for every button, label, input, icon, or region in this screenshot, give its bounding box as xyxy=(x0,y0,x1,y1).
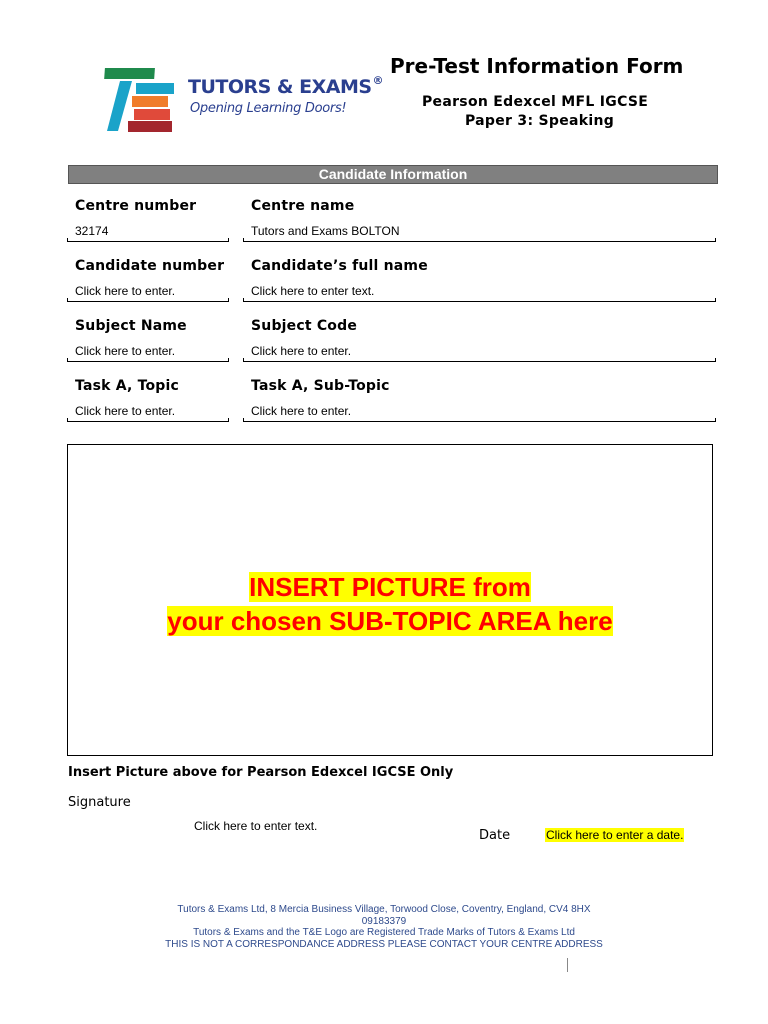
page-title: Pre-Test Information Form xyxy=(390,54,684,78)
footer-address: Tutors & Exams Ltd, 8 Mercia Business Village, Torwood Close, Coventry, England, CV4 8HX xyxy=(177,904,591,915)
subject-code-label: Subject Code xyxy=(251,318,358,334)
task-a-subtopic-label: Task A, Sub-Topic xyxy=(251,378,390,394)
text-cursor xyxy=(567,958,568,972)
centre-number-label: Centre number xyxy=(75,198,197,214)
candidate-information-header: Candidate Information xyxy=(68,165,718,184)
candidate-full-name-label: Candidate’s full name xyxy=(251,258,428,274)
signature-field[interactable]: Click here to enter text. xyxy=(194,819,318,833)
logo-brand-text: TUTORS & EXAMS® xyxy=(188,74,384,98)
exam-board-subtitle: Pearson Edexcel MFL IGCSE xyxy=(422,94,649,110)
footer-trademark: Tutors & Exams and the T&E Logo are Registered Trade Marks of Tutors & Exams Ltd xyxy=(193,927,575,938)
task-a-topic-underline xyxy=(67,418,229,422)
candidate-number-underline xyxy=(67,298,229,302)
task-a-topic-field[interactable]: Click here to enter. xyxy=(75,404,176,418)
date-label: Date xyxy=(479,828,511,843)
signature-label: Signature xyxy=(68,795,131,810)
insert-picture-line2: your chosen SUB-TOPIC AREA here xyxy=(167,606,613,636)
footer-company-number: 09183379 xyxy=(361,915,407,927)
candidate-number-field[interactable]: Click here to enter. xyxy=(75,284,176,298)
centre-name-underline xyxy=(243,238,716,242)
insert-picture-instruction xyxy=(67,570,713,638)
subject-name-underline xyxy=(67,358,229,362)
footer xyxy=(100,904,668,950)
candidate-full-name-underline xyxy=(243,298,716,302)
subject-name-field[interactable]: Click here to enter. xyxy=(75,344,176,358)
logo-tagline: Opening Learning Doors! xyxy=(190,101,347,116)
candidate-full-name-field[interactable]: Click here to enter text. xyxy=(251,284,375,298)
insert-picture-line1: INSERT PICTURE from xyxy=(249,572,531,602)
subject-code-underline xyxy=(243,358,716,362)
centre-name-label: Centre name xyxy=(251,198,355,214)
paper-subtitle: Paper 3: Speaking xyxy=(465,113,615,129)
subject-code-field[interactable]: Click here to enter. xyxy=(251,344,352,358)
picture-note: Insert Picture above for Pearson Edexcel IGCSE Only xyxy=(68,765,454,780)
task-a-topic-label: Task A, Topic xyxy=(75,378,180,394)
footer-notice: THIS IS NOT A CORRESPONDANCE ADDRESS PLEASE CONTACT YOUR CENTRE ADDRESS xyxy=(165,938,603,950)
task-a-subtopic-field[interactable]: Click here to enter. xyxy=(251,404,352,418)
centre-name-field[interactable]: Tutors and Exams BOLTON xyxy=(251,224,400,238)
subject-name-label: Subject Name xyxy=(75,318,187,334)
centre-number-field[interactable]: 32174 xyxy=(75,224,109,238)
centre-number-underline xyxy=(67,238,229,242)
date-picker-field[interactable]: Click here to enter a date. xyxy=(546,828,684,842)
tutors-exams-logo-icon xyxy=(104,67,174,133)
candidate-number-label: Candidate number xyxy=(75,258,225,274)
task-a-subtopic-underline xyxy=(243,418,716,422)
